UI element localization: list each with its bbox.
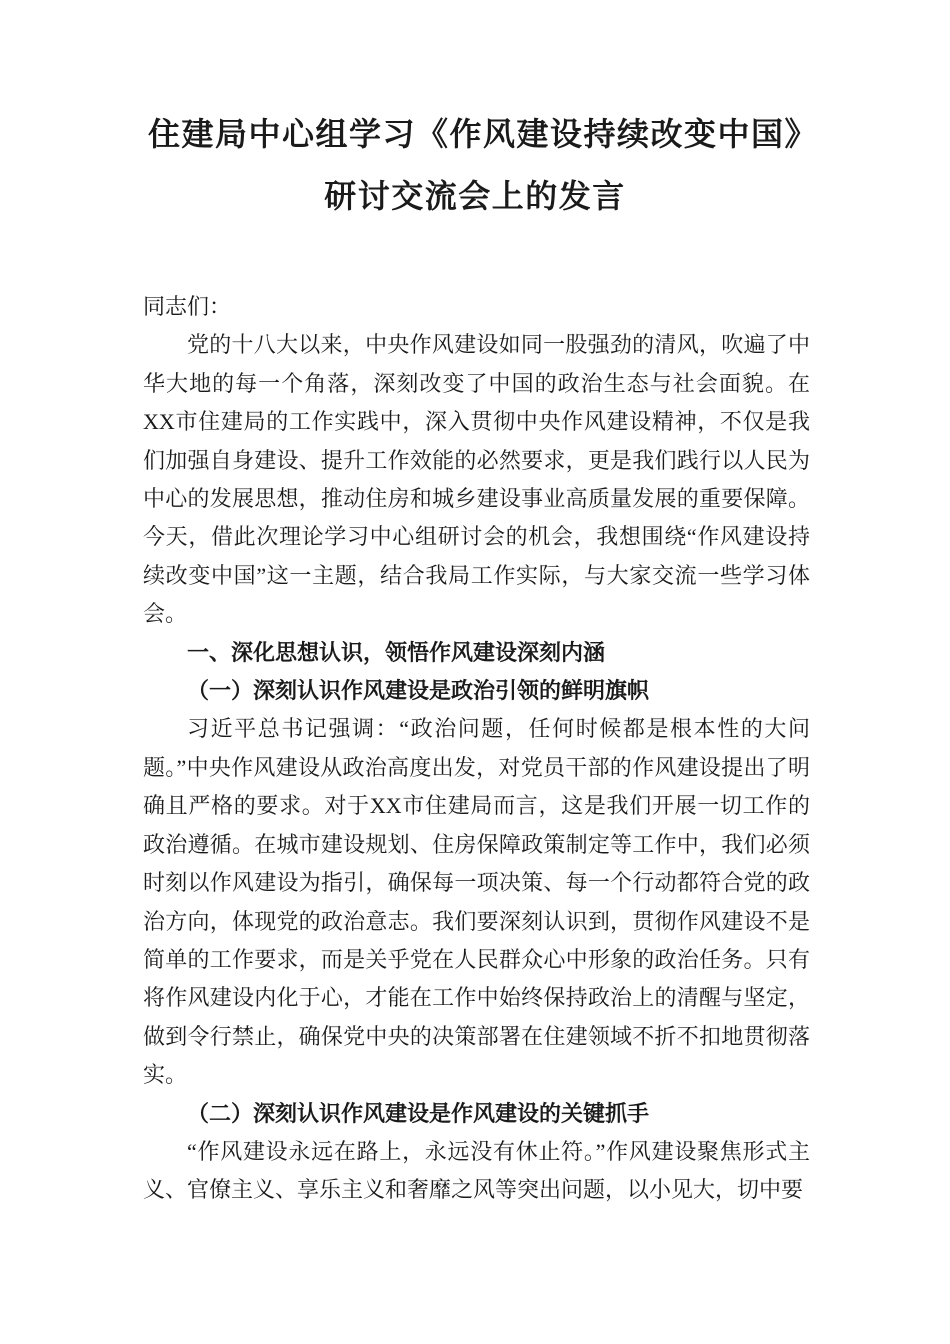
document-title: 住建局中心组学习《作风建设持续改变中国》研讨交流会上的发言 bbox=[147, 116, 802, 214]
document-body bbox=[143, 288, 810, 1210]
document-paragraph: 习近平总书记强调：“政治问题，任何时候都是根本性的大问题。”中央作风建设从政治高度出发，对党员干部的作风建设提出了明确且严格的要求。对于XX市住建局而言，这是我们开展一切工作的政治遵循。在城市建设规划、住房保障政策制定等工作中，我们必须时刻以作风建设为指引，确保每一项决策、每一个行动都符合党的政治方向，体现党的政治意志。我们要深刻认识到，贯彻作风建设不是简单的工作要求，而是关乎党在人民群众心中形象的政治任务。只有将作风建设内化于心，才能在工作中始终保持政治上的清醒与坚定，做到令行禁止，确保党中央的决策部署在住建领域不折不扣地贯彻落实。 bbox=[143, 716, 810, 1088]
salutation: 同志们： bbox=[143, 294, 232, 319]
section-heading: 一、深化思想认识，领悟作风建设深刻内涵 bbox=[187, 639, 606, 665]
document-paragraph: 党的十八大以来，中央作风建设如同一股强劲的清风，吹遍了中华大地的每一个角落，深刻改变了中国的政治生态与社会面貌。在XX市住建局的工作实践中，深入贯彻中央作风建设精神，不仅是我们加强自身建设、提升工作效能的必然要求，更是我们践行以人民为中心的发展思想，推动住房和城乡建设事业高质量发展的重要保障。今天，借此次理论学习中心组研讨会的机会，我想围绕“作风建设持续改变中国”这一主题，结合我局工作实际，与大家交流一些学习体会。 bbox=[143, 332, 810, 627]
subsection-heading: （二）深刻认识作风建设是作风建设的关键抓手 bbox=[187, 1100, 650, 1126]
document-paragraph: “作风建设永远在路上，永远没有休止符。”作风建设聚焦形式主义、官僚主义、享乐主义和奢靡之风等突出问题，以小见大，切中要 bbox=[143, 1138, 810, 1203]
subsection-heading: （一）深刻认识作风建设是政治引领的鲜明旗帜 bbox=[187, 678, 650, 704]
